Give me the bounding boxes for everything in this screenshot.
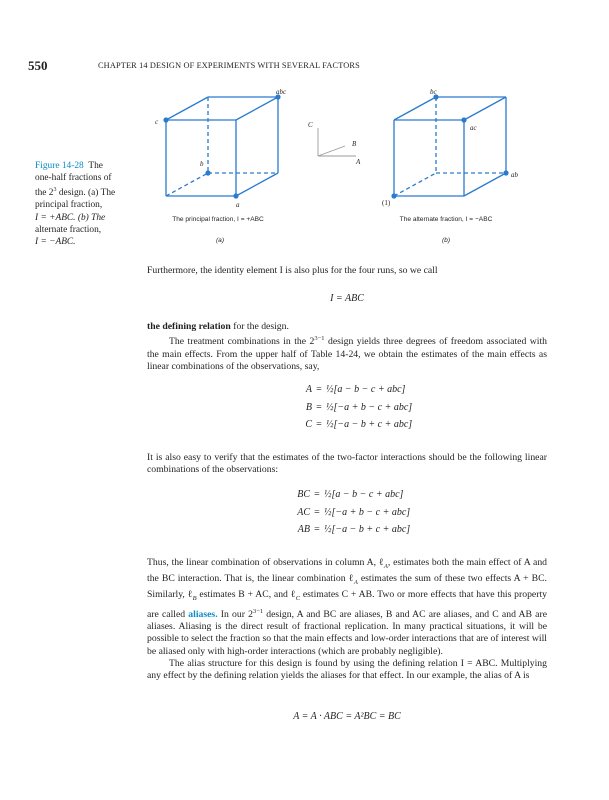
running-header [0,58,609,72]
run-a [233,193,238,198]
left-cube [166,97,278,196]
interaction-estimates [278,489,410,542]
run-b [205,170,210,175]
right-tag: (b) [441,237,451,244]
axis-label: A [356,158,361,166]
vertex-label: b [200,160,204,168]
left-tag: (a) [215,237,225,244]
chapter-title: CHAPTER 14 DESIGN OF EXPERIMENTS WITH SEVERAL FACTORS [98,61,360,70]
vertex-label: ac [470,124,477,132]
axis-label: C [308,121,313,129]
axes-indicator [318,128,356,156]
vertex-label: bc [430,88,437,96]
defining-relation-eq: I = ABC [330,293,364,304]
aliases-term: aliases. [188,608,218,620]
estimate-row: BC = ½[a − b − c + abc] [297,489,404,500]
paragraph-2: the defining relation for the design. The treatment combinations in the $2^{3-1}$ design yields three degrees of freedom associated with the main effects. From the upper half of Table 14-24, we obtain the estimates of the main effects as linear combinations of the observations, say, [147,321,547,372]
vertex-label: (1) [382,199,391,207]
vertex-label: a [236,201,240,209]
figure-caption: Figure 14-28 The one-half fractions of the $2^3$ design. (a) The principal fraction, I = +ABC. (b) The alternate fraction, I = −ABC. [35,161,116,247]
left-subtitle: The principal fraction, I = +ABC [172,216,264,223]
right-cube-runs [391,94,508,198]
main-effect-estimates [280,384,412,437]
estimate-row: A = ½[a − b − c + abc] [305,384,406,395]
alias-equation: A = A · ABC = A²BC = BC [293,711,401,722]
estimate-row: B = ½[−a + b − c + abc] [305,401,413,413]
run-c [163,117,168,122]
vertex-label: ab [511,171,518,179]
run-1 [391,193,396,198]
paragraph-1: Furthermore, the identity element I is also plus for the four runs, so we call [147,265,438,276]
paragraph-3: It is also easy to verify that the estimates of the two-factor interactions should be the following linear combinations of the observations: [147,452,547,476]
vertex-label: abc [276,88,287,96]
left-cube-runs [163,94,280,198]
figure-label: Figure 14-28 [35,161,84,171]
vertex-label: c [155,118,159,126]
page-number: 550 [28,58,48,73]
run-ac [461,117,466,122]
axis-label: B [352,140,357,148]
paragraph-4: Thus, the linear combination of observations in column A, ℓ$_A$, estimates both the main effect of A and the BC interaction. That is, the linear combination ℓ$_A$ estimates the sum of these two effects A + BC. Similarly, ℓ$_B$ estimates B + AC, and ℓ$_C$ estimates C + AB. Two or more effects that have this property are called aliases. In our $2^{3-1}$ design, A and BC are aliases, B and AC are aliases, and C and AB are aliases. Aliasing is the direct result of fractional replication. In many practical situations, it will be possible to select the fraction so that the main effects and low-order interactions that are of interest will be aliased only with high-order interactions (which are probably negligible). The alias structure for this design is found by using the defining relation I = ABC. Multiplying any effect by the defining relation yields the aliases for that effect. In our example, the alias of A is [147,557,548,682]
figure-14-28 [0,80,609,250]
estimate-row: AC = ½[−a + b − c + abc] [297,506,411,518]
right-cube [394,97,506,196]
right-subtitle: The alternate fraction, I = −ABC [399,216,493,223]
run-ab [503,170,508,175]
estimate-row: AB = ½[−a − b + c + abc] [297,524,411,535]
estimate-row: C = ½[−a − b + c + abc] [305,419,413,430]
